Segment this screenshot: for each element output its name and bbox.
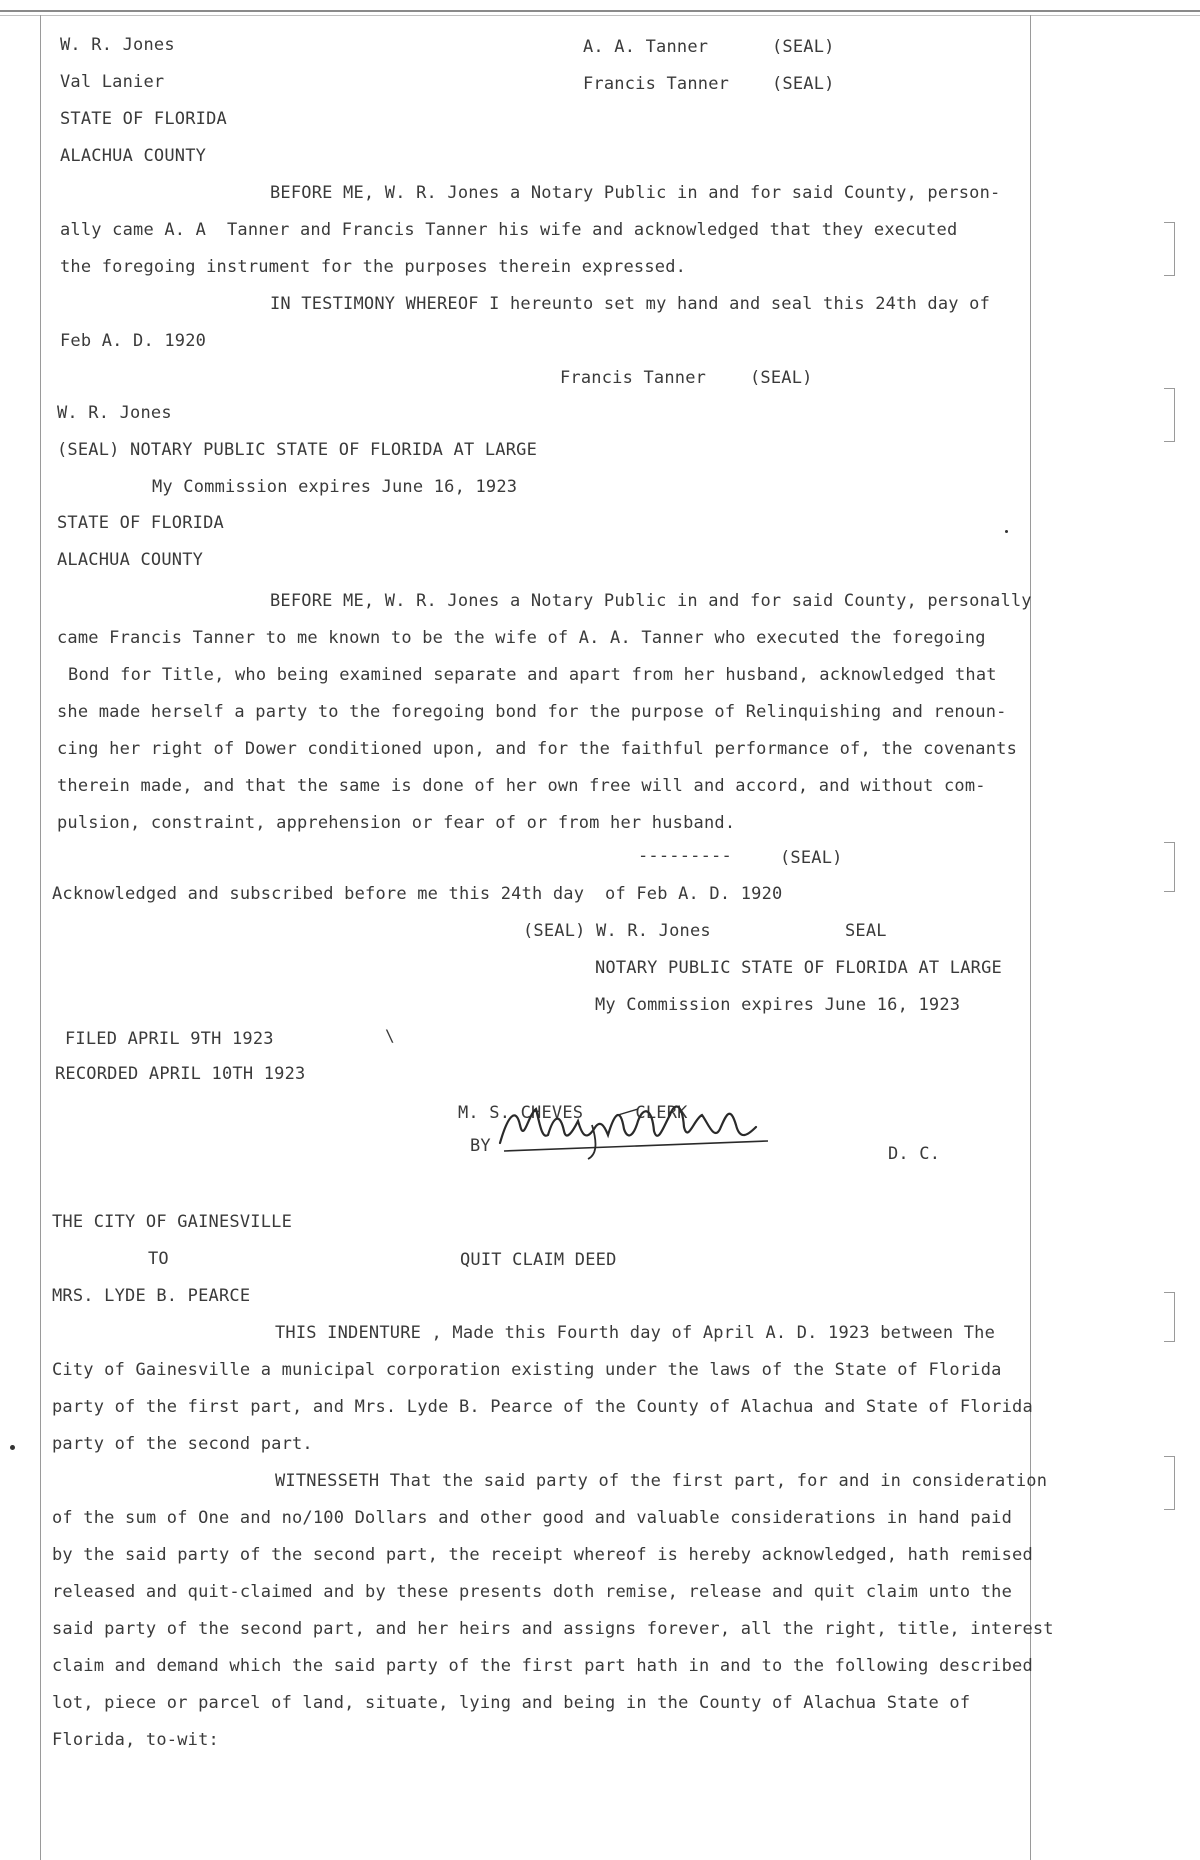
deed-line: party of the first part, and Mrs. Lyde B. Pearce of the County of Alachua and State of Florida [52, 1397, 1033, 1417]
clerk-name: M. S. CHEVES CLERK [458, 1103, 688, 1123]
ack2-blank-seal: (SEAL) [780, 848, 843, 868]
deed-line: claim and demand which the said party of the first part hath in and to the following described [52, 1656, 1033, 1676]
deed-line: by the said party of the second part, the receipt whereof is hereby acknowledged, hath remised [52, 1545, 1033, 1565]
deed-line: City of Gainesville a municipal corporation existing under the laws of the State of Florida [52, 1360, 1002, 1380]
ack2-notary-seal: SEAL [845, 921, 887, 941]
ack1-line: ally came A. A Tanner and Francis Tanner his wife and acknowledged that they executed [60, 220, 958, 240]
deed-line: said party of the second part, and her heirs and assigns forever, all the right, title, interest [52, 1619, 1054, 1639]
ack2-commission: My Commission expires June 16, 1923 [595, 995, 961, 1015]
ack2-notary-line: (SEAL) W. R. Jones [523, 921, 711, 941]
signer-tanner-seal: (SEAL) [772, 37, 835, 57]
ack2-line: she made herself a party to the foregoing bond for the purpose of Relinquishing and renoun- [57, 702, 1007, 722]
deed-line: released and quit-claimed and by these presents doth remise, release and quit claim unto the [52, 1582, 1013, 1602]
deed-line: of the sum of One and no/100 Dollars and other good and valuable considerations in hand paid [52, 1508, 1013, 1528]
ack1-line: IN TESTIMONY WHEREOF I hereunto set my hand and seal this 24th day of [270, 294, 991, 314]
ack1-line: Feb A. D. 1920 [60, 331, 207, 351]
deed-line: WITNESSETH That the said party of the first part, for and in consideration [275, 1471, 1048, 1491]
witness-signature-lanier: Val Lanier [60, 72, 165, 92]
deed-line: Florida, to-wit: [52, 1730, 219, 1750]
margin-bracket [1164, 388, 1175, 442]
recorded-date: RECORDED APRIL 10TH 1923 [55, 1064, 306, 1084]
ack2-line: therein made, and that the same is done of her own free will and accord, and without com- [57, 776, 986, 796]
ink-speck [10, 1445, 15, 1450]
deed-grantee: MRS. LYDE B. PEARCE [52, 1286, 251, 1306]
ack1-signer: Francis Tanner [560, 368, 707, 388]
right-margin-line [1030, 15, 1031, 1860]
ack2-line: cing her right of Dower conditioned upon, and for the faithful performance of, the covenants [57, 739, 1018, 759]
deed-line: lot, piece or parcel of land, situate, lying and being in the County of Alachua State of [52, 1693, 971, 1713]
margin-bracket [1164, 222, 1175, 276]
ack1-line: the foregoing instrument for the purposes therein expressed. [60, 257, 687, 277]
ink-speck [1005, 530, 1008, 533]
ack1-county: ALACHUA COUNTY [60, 146, 207, 166]
top-rule [0, 10, 1200, 12]
stray-mark: \ [385, 1026, 395, 1045]
ack2-blank-signature: --------- [638, 846, 732, 866]
margin-bracket [1164, 842, 1175, 892]
deed-grantor: THE CITY OF GAINESVILLE [52, 1212, 293, 1232]
ack2-notary-title: NOTARY PUBLIC STATE OF FLORIDA AT LARGE [595, 958, 1002, 978]
ack2-line: BEFORE ME, W. R. Jones a Notary Public in and for said County, personally [270, 591, 1032, 611]
ack1-line: BEFORE ME, W. R. Jones a Notary Public in and for said County, person- [270, 183, 1001, 203]
deed-line: party of the second part. [52, 1434, 313, 1454]
witness-signature-jones: W. R. Jones [60, 35, 175, 55]
left-margin-line [40, 15, 41, 1860]
signer-francis-tanner: Francis Tanner [583, 74, 730, 94]
ack2-line: pulsion, constraint, apprehension or fear of or from her husband. [57, 813, 736, 833]
filed-date: FILED APRIL 9TH 1923 [65, 1029, 274, 1049]
ack2-subscribed: Acknowledged and subscribed before me this 24th day of Feb A. D. 1920 [52, 884, 783, 904]
deputy-clerk-signature [468, 1085, 788, 1165]
top-rule-secondary [0, 15, 1200, 16]
ack1-notary: W. R. Jones [57, 403, 172, 423]
signer-francis-tanner-seal: (SEAL) [772, 74, 835, 94]
deed-to: TO [148, 1249, 169, 1269]
ack2-line: Bond for Title, who being examined separate and apart from her husband, acknowledged that [68, 665, 997, 685]
ack1-signer-seal: (SEAL) [750, 368, 813, 388]
deputy-clerk-label: D. C. [888, 1144, 941, 1164]
ack1-notary-title: (SEAL) NOTARY PUBLIC STATE OF FLORIDA AT LARGE [57, 440, 538, 460]
ack1-state: STATE OF FLORIDA [60, 109, 227, 129]
margin-bracket [1164, 1292, 1175, 1342]
deed-type: QUIT CLAIM DEED [460, 1250, 617, 1270]
clerk-by: BY [470, 1136, 491, 1156]
ack2-line: came Francis Tanner to me known to be the wife of A. A. Tanner who executed the foregoing [57, 628, 986, 648]
deed-line: THIS INDENTURE , Made this Fourth day of April A. D. 1923 between The [275, 1323, 996, 1343]
ack1-commission: My Commission expires June 16, 1923 [152, 477, 518, 497]
signer-tanner: A. A. Tanner [583, 37, 709, 57]
margin-bracket [1164, 1456, 1175, 1510]
ack2-county: ALACHUA COUNTY [57, 550, 204, 570]
ack2-state: STATE OF FLORIDA [57, 513, 224, 533]
